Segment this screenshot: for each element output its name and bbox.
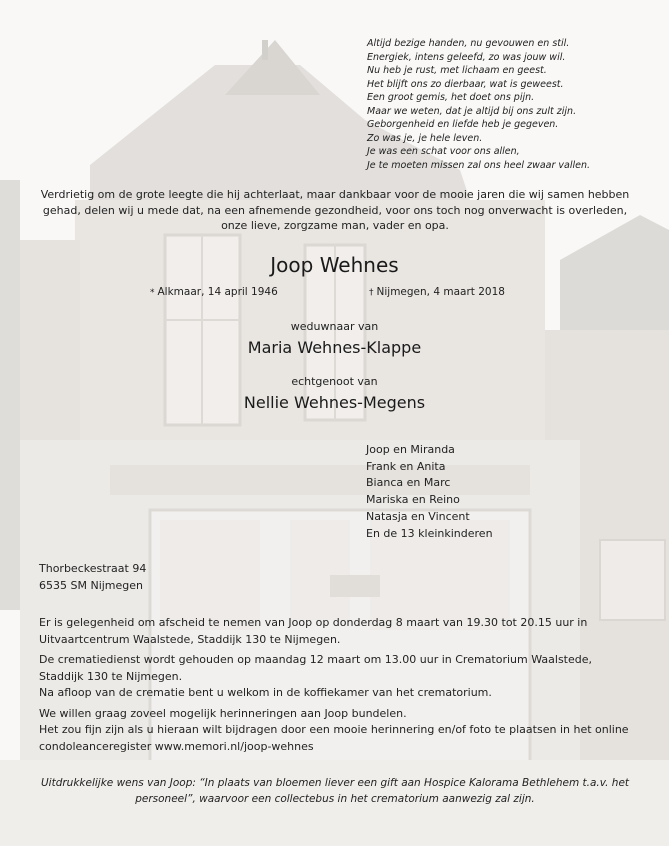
death-symbol: † xyxy=(369,288,374,298)
family-member: Bianca en Marc xyxy=(366,476,451,490)
cremation-info: De crematiedienst wordt gehouden op maandag 12 maart om 13.00 uur in Crematorium Waalstede, Staddijk 130 te Nijmegen. xyxy=(39,653,593,683)
correspondence-address xyxy=(39,561,146,594)
poem-line: Het blijft ons zo dierbaar, wat is geweest. xyxy=(367,78,564,90)
deceased-name: Joop Wehnes xyxy=(270,253,399,277)
family-member: En de 13 kleinkinderen xyxy=(366,526,493,540)
family-member: Natasja en Vincent xyxy=(366,509,470,523)
family-member: Mariska en Reino xyxy=(366,493,460,507)
final-wish: Uitdrukkelijke wens van Joop: “In plaats van bloemen liever een gift aan Hospice Kalorama Bethlehem t.a.v. het personeel”, waarvoor een collectebus in het crematorium aanwezig zal zijn. xyxy=(40,777,630,805)
birth-text: Alkmaar, 14 april 1946 xyxy=(157,286,278,298)
farewell-info: Er is gelegenheid om afscheid te nemen van Joop op donderdag 8 maart van 19.30 tot 20.15 uur in Uitvaartcentrum Waalstede, Staddijk 130 te Nijmegen. xyxy=(39,616,588,646)
address-city: 6535 SM Nijmegen xyxy=(39,578,144,592)
poem-line: Geborgenheid en liefde heb je gegeven. xyxy=(367,119,559,130)
poem-line: Nu heb je rust, met lichaam en geest. xyxy=(367,65,547,76)
widower-label: weduwnaar van xyxy=(290,320,379,333)
birth-symbol: * xyxy=(150,288,155,298)
death-info xyxy=(369,286,505,298)
poem-line: Een groot gemis, het doet ons pijn. xyxy=(367,92,535,103)
family-member: Frank en Anita xyxy=(366,459,446,473)
intro-text: Verdrietig om de grote leegte die hij achterlaat, maar dankbaar voor de mooie jaren die wij samen hebben gehad, delen wij u mede dat, na een afnemende gezondheid, voor ons toch nog onverwacht is overleden, onze lieve, zorgzame man, vader en opa. xyxy=(40,188,630,232)
poem-line: Altijd bezige handen, nu gevouwen en stil. xyxy=(367,38,570,49)
poem-line: Energiek, intens geleefd, zo was jouw wil. xyxy=(367,51,566,63)
poem xyxy=(367,37,590,172)
coffee-info: Na afloop van de crematie bent u welkom in de koffiekamer van het crematorium. xyxy=(39,686,492,699)
poem-line: Maar we weten, dat je altijd bij ons zult zijn. xyxy=(367,105,577,117)
wife-name: Nellie Wehnes-Megens xyxy=(243,393,426,412)
funeral-info xyxy=(39,615,639,755)
family-member: Joop en Miranda xyxy=(366,443,455,456)
condolence-register-info: Het zou fijn zijn als u hieraan wilt bijdragen door een mooie herinnering en/of foto te plaatsen in het online condoleanceregister www.memori.nl/joop-wehnes xyxy=(39,723,629,753)
death-text: Nijmegen, 4 maart 2018 xyxy=(376,286,505,298)
birth-info xyxy=(150,286,278,298)
poem-line: Je te moeten missen zal ons heel zwaar vallen. xyxy=(367,159,591,171)
address-street: Thorbeckestraat 94 xyxy=(39,562,147,575)
late-wife-name: Maria Wehnes-Klappe xyxy=(247,338,422,357)
family-list xyxy=(366,442,493,542)
spouse-label: echtgenoot van xyxy=(291,375,378,388)
poem-line: Zo was je, je hele leven. xyxy=(367,132,483,144)
memories-info: We willen graag zoveel mogelijk herinneringen aan Joop bundelen. xyxy=(39,706,407,720)
poem-line: Je was een schat voor ons allen, xyxy=(367,146,520,157)
